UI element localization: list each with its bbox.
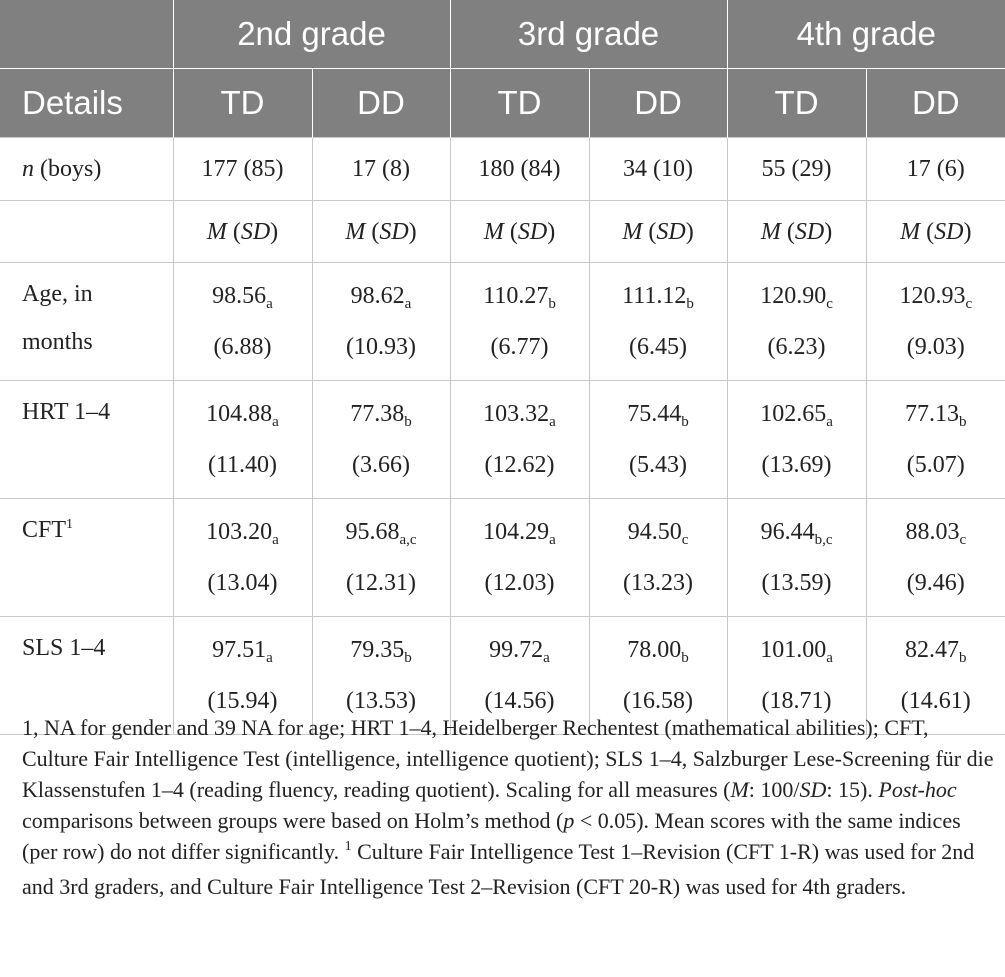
group-header-td-2nd: TD <box>173 69 312 138</box>
corner-cell <box>0 0 173 69</box>
group-index: a,c <box>399 532 417 548</box>
group-index: a <box>826 650 833 666</box>
sd-value: (12.03) <box>484 570 555 596</box>
n-cell: 177 (85) <box>173 138 312 201</box>
group-header-row <box>0 69 1005 138</box>
mean-value: $110.27_b$ <box>483 283 556 312</box>
value-cell <box>589 381 727 499</box>
msd-cell: M (SD) <box>589 201 727 263</box>
sd-value: (11.40) <box>207 452 278 478</box>
age-row <box>0 263 1005 381</box>
group-index: c <box>965 296 973 312</box>
mean-value: $88.03_c$ <box>905 519 967 548</box>
group-index: b <box>681 650 689 666</box>
group-header-td-4th: TD <box>727 69 866 138</box>
footnote-mark: 1 <box>344 839 352 854</box>
group-index: b <box>686 296 694 312</box>
group-index: c <box>681 532 689 548</box>
sd-value: (14.61) <box>900 688 971 714</box>
mean-value: $104.88_a$ <box>206 401 279 430</box>
group-index: a <box>266 650 273 666</box>
value-cell <box>727 499 866 617</box>
n-boys-row <box>0 138 1005 201</box>
group-index: b <box>959 650 967 666</box>
mean-value: $98.62_a$ <box>350 283 412 312</box>
value-cell <box>866 499 1005 617</box>
row-label: HRT 1–4 <box>0 381 173 499</box>
mean-value: $98.56_a$ <box>212 283 273 312</box>
sd-value: (6.88) <box>213 334 272 360</box>
value-cell <box>173 263 312 381</box>
group-index: b <box>959 414 967 430</box>
n-cell: 55 (29) <box>727 138 866 201</box>
group-index: c <box>959 532 967 548</box>
sd-value: (10.93) <box>346 334 416 360</box>
group-index: a <box>549 532 556 548</box>
mean-value: $77.13_b$ <box>905 401 967 430</box>
sd-value: (5.43) <box>629 452 688 478</box>
row-label: Age, in months <box>0 263 173 381</box>
group-index: b <box>681 414 689 430</box>
group-index: a <box>543 650 550 666</box>
value-cell <box>173 499 312 617</box>
value-cell <box>312 381 450 499</box>
mean-value: $104.29_a$ <box>483 519 556 548</box>
value-cell <box>312 263 450 381</box>
mean-value: $79.35_b$ <box>350 637 412 666</box>
group-header-dd-4th: DD <box>866 69 1005 138</box>
msd-cell: M (SD) <box>312 201 450 263</box>
group-index: b <box>404 650 412 666</box>
row-label: CFT$^1$ <box>0 499 173 617</box>
mean-value: $101.00_a$ <box>760 637 833 666</box>
msd-cell: M (SD) <box>727 201 866 263</box>
mean-value: $75.44_b$ <box>627 401 689 430</box>
sd-value: (13.04) <box>207 570 278 596</box>
group-index: b <box>548 296 556 312</box>
sd-value: (12.62) <box>484 452 555 478</box>
group-index: a <box>549 414 556 430</box>
value-cell <box>866 263 1005 381</box>
value-cell <box>312 499 450 617</box>
group-index: a <box>272 414 279 430</box>
sd-value: (9.46) <box>906 570 965 596</box>
sd-value: (13.59) <box>761 570 832 596</box>
sd-value: (6.23) <box>767 334 826 360</box>
mean-value: $120.90_c$ <box>760 283 833 312</box>
mean-value: $103.20_a$ <box>206 519 279 548</box>
grade-header-2nd: 2nd grade <box>173 0 450 69</box>
group-index: a <box>272 532 279 548</box>
grade-header-3rd: 3rd grade <box>450 0 727 69</box>
mean-value: $82.47_b$ <box>905 637 967 666</box>
mean-value: $77.38_b$ <box>350 401 412 430</box>
mean-value: $94.50_c$ <box>627 519 689 548</box>
group-header-td-3rd: TD <box>450 69 589 138</box>
mean-value: $103.32_a$ <box>483 401 556 430</box>
n-cell: 17 (6) <box>866 138 1005 201</box>
msd-cell: M (SD) <box>450 201 589 263</box>
footnote-mark: 1 <box>66 517 74 532</box>
n-cell: 34 (10) <box>589 138 727 201</box>
mean-value: $102.65_a$ <box>760 401 833 430</box>
row-label: SLS 1–4 <box>0 617 173 735</box>
value-cell <box>727 263 866 381</box>
group-index: a <box>826 414 833 430</box>
value-cell <box>173 381 312 499</box>
group-index: b <box>404 414 412 430</box>
group-header-dd-3rd: DD <box>589 69 727 138</box>
msd-cell: M (SD) <box>866 201 1005 263</box>
details-header: Details <box>0 69 173 138</box>
table-footnote: 1, NA for gender and 39 NA for age; HRT 1–4, Heidelberger Rechentest (mathematical abilities); CFT, Culture Fair Intelligence Test (intelligence, intelligence quotient); SLS 1–4, Salzburger Lese-Screening für die Klassenstufen 1–4 (reading fluency, reading quotient). Scaling for all measures (M: 100/SD: 15). Post-hoc comparisons between groups were based on Holm’s method (p < 0.05). Mean scores with the same indices (per row) do not differ significantly. $^1$ Culture Fair Intelligence Test 1–Revision (CFT 1-R) was used for 2nd and 3rd graders, and Culture Fair Intelligence Test 2–Revision (CFT 20-R) was used for 4th graders. <box>22 715 994 899</box>
grade-header-row <box>0 0 1005 69</box>
mean-value: $111.12_b$ <box>622 283 694 312</box>
value-cell <box>450 263 589 381</box>
row-label-n-boys: n (boys) <box>0 138 173 201</box>
sd-value: (15.94) <box>207 688 278 714</box>
hrt-row <box>0 381 1005 499</box>
mean-value: $97.51_a$ <box>212 637 273 666</box>
sd-value: (12.31) <box>346 570 416 596</box>
mean-value: $95.68_{a,c}$ <box>345 519 417 548</box>
group-index: a <box>404 296 412 312</box>
cft-row <box>0 499 1005 617</box>
sd-value: (6.77) <box>490 334 549 360</box>
value-cell <box>450 381 589 499</box>
value-cell <box>727 381 866 499</box>
value-cell <box>589 263 727 381</box>
value-cell <box>450 499 589 617</box>
mean-value: $120.93_c$ <box>899 283 973 312</box>
n-cell: 17 (8) <box>312 138 450 201</box>
sd-value: (13.53) <box>346 688 416 714</box>
group-index: c <box>826 296 833 312</box>
sd-value: (13.23) <box>623 570 694 596</box>
sd-value: (13.69) <box>761 452 832 478</box>
sd-value: (16.58) <box>623 688 694 714</box>
msd-cell: M (SD) <box>173 201 312 263</box>
sd-value: (3.66) <box>352 452 410 478</box>
sd-value: (6.45) <box>629 334 688 360</box>
mean-value: $96.44_{b,c}$ <box>760 519 833 548</box>
n-cell: 180 (84) <box>450 138 589 201</box>
sd-value: (14.56) <box>484 688 555 714</box>
msd-row <box>0 201 1005 263</box>
value-cell <box>866 381 1005 499</box>
sd-value: (5.07) <box>906 452 965 478</box>
value-cell <box>589 499 727 617</box>
group-index: a <box>266 296 273 312</box>
grade-header-4th: 4th grade <box>727 0 1005 69</box>
sd-value: (9.03) <box>906 334 965 360</box>
mean-value: $99.72_a$ <box>489 637 550 666</box>
mean-value: $78.00_b$ <box>627 637 689 666</box>
msd-row-label-empty <box>0 201 173 263</box>
sd-value: (18.71) <box>761 688 832 714</box>
group-header-dd-2nd: DD <box>312 69 450 138</box>
group-index: b,c <box>814 532 833 548</box>
